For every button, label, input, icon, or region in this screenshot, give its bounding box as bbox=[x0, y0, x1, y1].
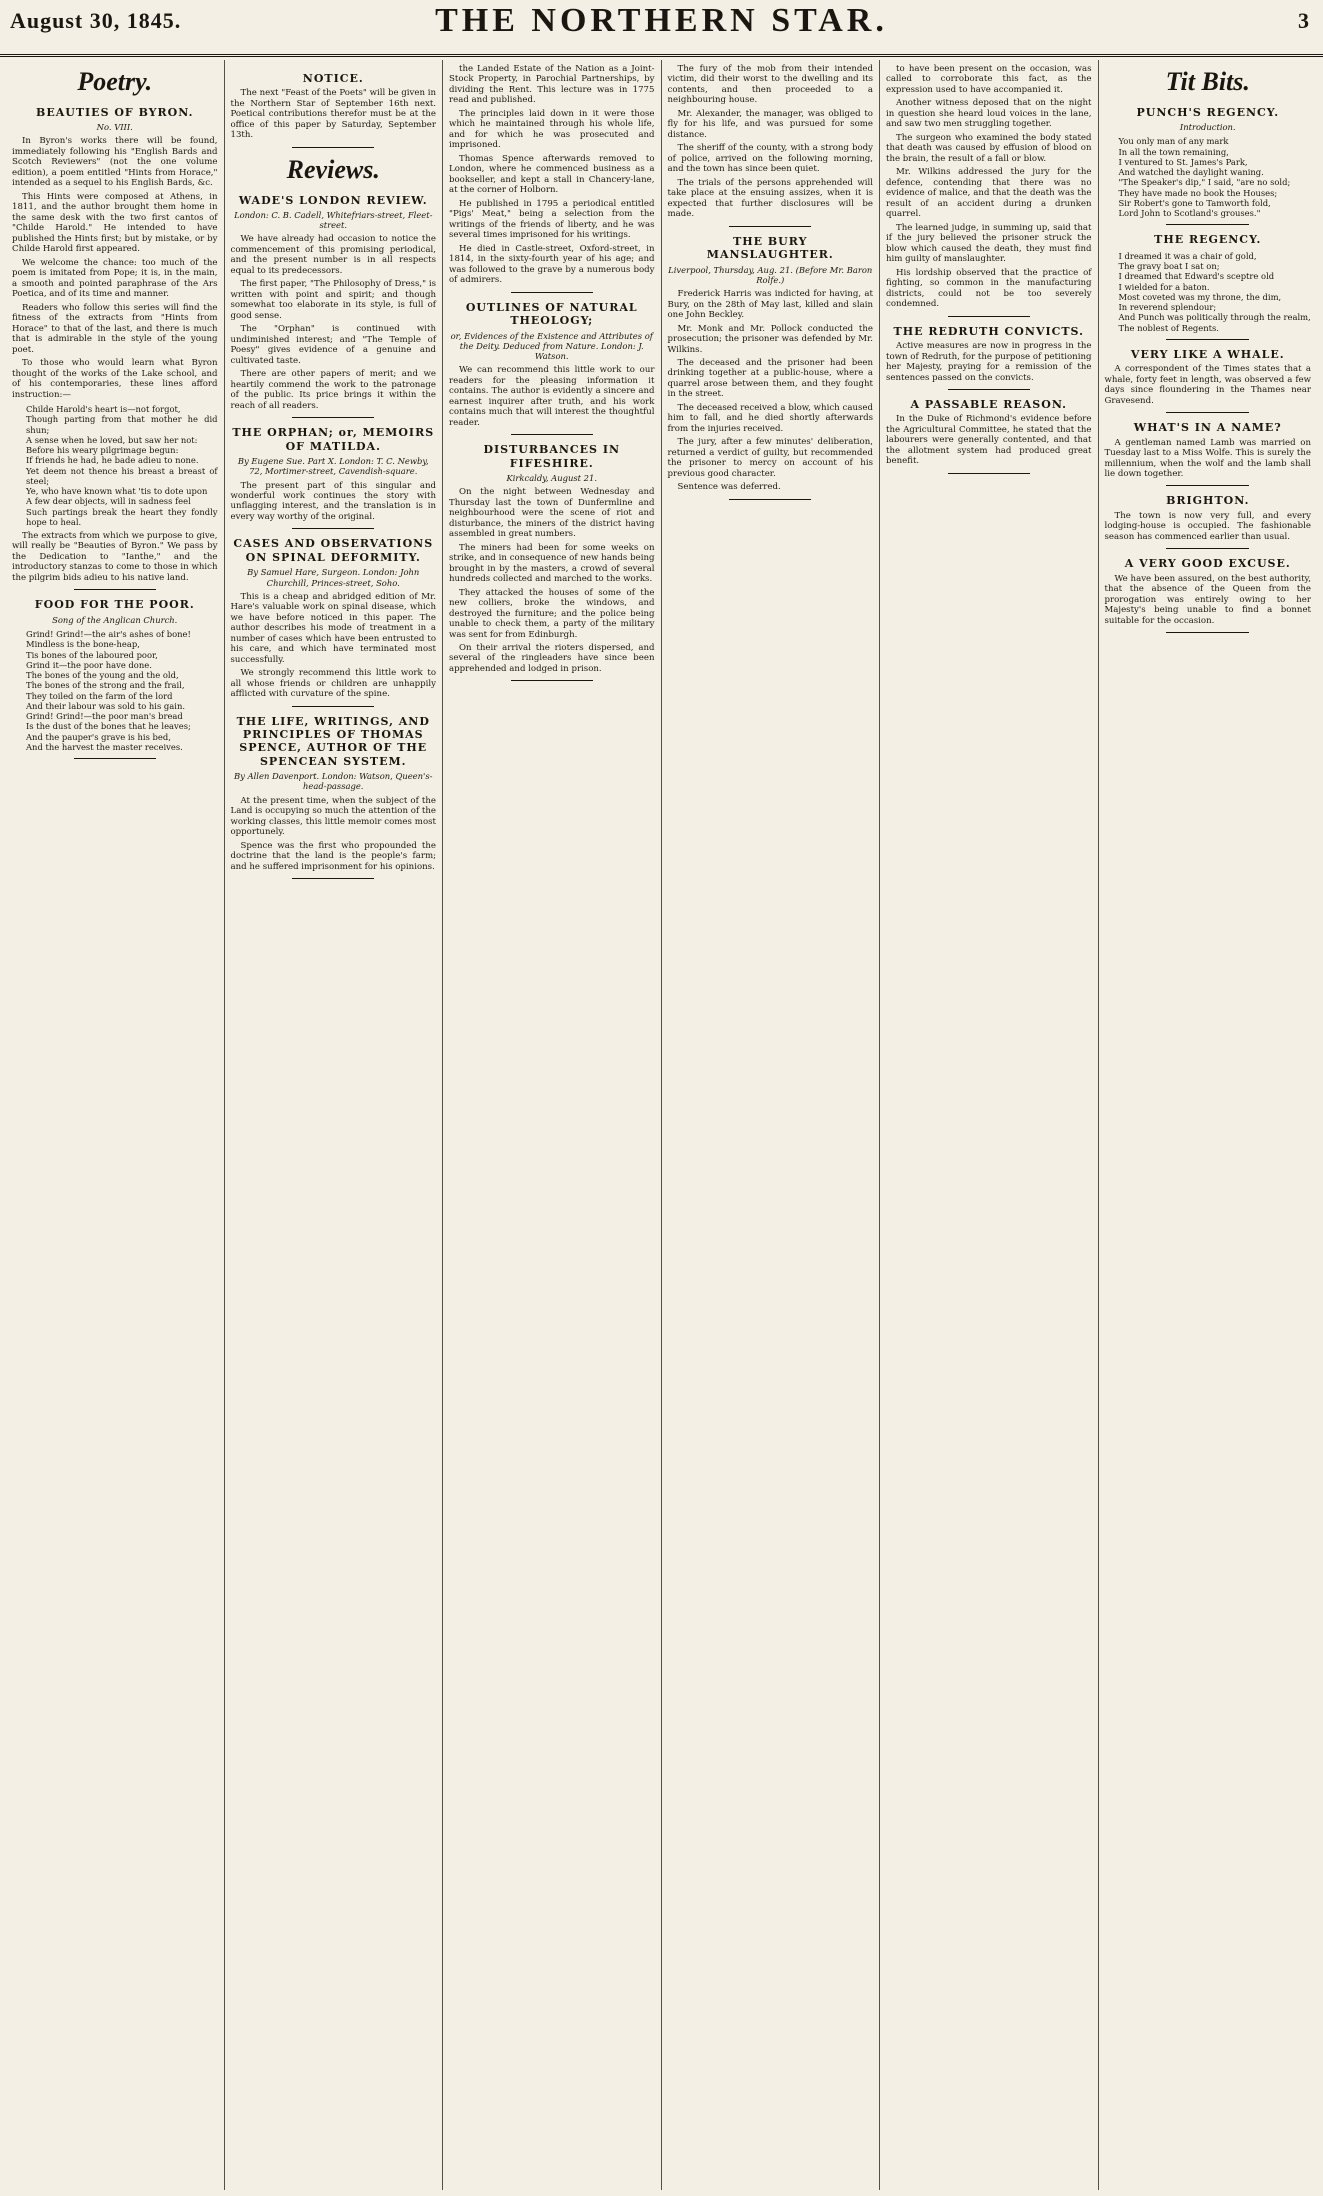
paragraph: Spence was the first who propounded the doctrine that the land is the people's farm; and he suffered imprisonment for his opinions. bbox=[230, 840, 436, 872]
poem-line: Mindless is the bone-heap, bbox=[26, 639, 140, 650]
article bbox=[886, 64, 1092, 310]
paragraph: A gentleman named Lamb was married on Tuesday last to a Miss Wolfe. This is surely the millennium, when the wolf and the lamb shall lie down together. bbox=[1104, 437, 1311, 479]
article-title: VERY LIKE A WHALE. bbox=[1130, 347, 1285, 361]
poem-line: Lord John to Scotland's grouses." bbox=[1118, 208, 1261, 219]
poem-line: Grind! Grind!—the poor man's bread bbox=[26, 711, 183, 722]
divider-rule bbox=[74, 758, 156, 759]
article-title: CASES AND OBSERVATIONS ON SPINAL DEFORMITY. bbox=[233, 537, 434, 564]
paragraph: On the night between Wednesday and Thursday last the town of Dunfermline and neighbourhood were the scene of riot and disturbance, the miners of the district having assembled in great numbers. bbox=[449, 487, 655, 540]
paragraph: The miners had been for some weeks on strike, and in consequence of new hands being brought in by the masters, a crowd of several hundreds collected and marched to the works. bbox=[449, 542, 655, 585]
paragraph: He died in Castle-street, Oxford-street, in 1814, in the sixty-fourth year of his age; and was followed to the grave by a numerous body of admirers. bbox=[449, 243, 655, 286]
divider-rule bbox=[1166, 485, 1249, 486]
poem-line: Childe Harold's heart is—not forgot, bbox=[26, 404, 181, 414]
paragraph: At the present time, when the subject of the Land is occupying so much the attention of the working classes, this little memoir comes most opportunely. bbox=[230, 795, 436, 838]
paragraph: The present part of this singular and wonderful work continues the story with unflagging interest, and the translation is in every way worthy of the original. bbox=[230, 480, 436, 522]
paragraph: This Hints were composed at Athens, in 1811, and the author brought them home in the same desk with the two first cantos of "Childe Harold." He intended to have published the Hints first; but by mistake, or by Childe Harold first appeared. bbox=[12, 191, 218, 255]
column-6 bbox=[1099, 60, 1318, 2190]
divider-rule bbox=[729, 499, 811, 500]
article bbox=[12, 106, 218, 584]
article-title: PUNCH'S REGENCY. bbox=[1136, 105, 1280, 119]
paragraph: This is a cheap and abridged edition of Mr. Hare's valuable work on spinal disease, which we have before noticed in this paper. The author describes his mode of treatment in a number of cases which have been entrusted to his care, and which have terminated most successfully. bbox=[230, 591, 436, 665]
divider-rule bbox=[511, 292, 593, 293]
paragraph: Active measures are now in progress in the town of Redruth, for the purpose of petitioning her Majesty, praying for a remission of the sentences passed on the convicts. bbox=[886, 341, 1092, 383]
poem-line: Grind! Grind!—the air's ashes of bone! bbox=[26, 629, 191, 640]
paragraph: Frederick Harris was indicted for having, at Bury, on the 28th of May last, killed and slain one John Beckley. bbox=[667, 289, 873, 321]
article-title: THE LIFE, WRITINGS, AND PRINCIPLES OF THOMAS SPENCE, AUTHOR OF THE SPENCEAN SYSTEM. bbox=[236, 714, 430, 768]
poem-line: Grind it—the poor have done. bbox=[26, 659, 152, 670]
divider-rule bbox=[74, 589, 156, 590]
poem-line: They have made no book the Houses; bbox=[1118, 187, 1278, 198]
poem-stanza bbox=[26, 629, 218, 752]
page-number: 3 bbox=[1298, 8, 1309, 33]
poem-line: And watched the daylight waning. bbox=[1118, 167, 1264, 178]
article bbox=[668, 235, 874, 493]
paper-title: THE NORTHERN STAR. bbox=[435, 2, 888, 39]
poem-line: A sense when he loved, but saw her not: bbox=[26, 434, 198, 445]
paragraph: There are other papers of merit; and we heartily commend the work to the patronage of the public. Its price brings it within the reach of all readers. bbox=[230, 369, 436, 411]
paragraph: We have already had occasion to notice the commencement of this promising periodical, and the present number is in all respects equal to its predecessors. bbox=[230, 234, 436, 276]
article bbox=[1105, 421, 1312, 479]
column-container bbox=[6, 60, 1317, 2190]
paragraph: In Byron's works there will be found, immediately following his "English Bards and Scotch Reviewers" (not the one volume edition), a poem entitled "Hints from Horace," intended as a sequel to his English Bards, &c. bbox=[12, 136, 218, 189]
column-4 bbox=[662, 60, 881, 2190]
article bbox=[886, 325, 1092, 383]
divider-rule bbox=[292, 147, 374, 148]
paragraph: Sentence was deferred. bbox=[677, 482, 781, 493]
paragraph: The first paper, "The Philosophy of Dress," is written with point and spirit; and though somewhat too elaborate in its style, is full of good sense. bbox=[230, 279, 436, 321]
poem-line: Most coveted was my throne, the dim, bbox=[1118, 291, 1282, 302]
poem-line: Though parting from that mother he did shun; bbox=[26, 414, 218, 435]
paragraph: They attacked the houses of some of the new colliers, broke the windows, and destroyed the furniture; and the police being unable to check them, a party of the military was sent for from Edinburgh. bbox=[449, 587, 655, 640]
article bbox=[1105, 494, 1312, 542]
article bbox=[231, 72, 437, 141]
paragraph: Thomas Spence afterwards removed to London, where he commenced business as a bookseller, and kept a stall in Chancery-lane, at the corner of Holborn. bbox=[449, 153, 655, 196]
poem-line: Is the dust of the bones that he leaves; bbox=[26, 721, 191, 732]
masthead bbox=[0, 0, 1323, 57]
paragraph: Mr. Monk and Mr. Pollock conducted the prosecution; the prisoner was defended by Mr. Wilkins. bbox=[667, 323, 873, 355]
divider-rule bbox=[1166, 339, 1249, 340]
article-subtitle: By Eugene Sue. Part X. London: T. C. Newby, 72, Mortimer-street, Cavendish-square. bbox=[237, 456, 429, 477]
article-subtitle: London: C. B. Cadell, Whitefriars-street, Fleet-street. bbox=[234, 209, 433, 231]
paragraph: The fury of the mob from their intended victim, did their worst to the dwelling and its contents, and then proceeded to a neighbouring house. bbox=[667, 64, 873, 106]
paragraph: His lordship observed that the practice of fighting, so common in the manufacturing districts, could not be too severely condemned. bbox=[886, 267, 1092, 310]
article bbox=[668, 64, 874, 220]
section-title: Reviews. bbox=[286, 154, 380, 184]
article bbox=[886, 398, 1092, 467]
article-title: THE BURY MANSLAUGHTER. bbox=[706, 234, 834, 262]
paragraph: The jury, after a few minutes' deliberation, returned a verdict of guilty, but recommended the prisoner to mercy on account of his previous good character. bbox=[667, 437, 873, 479]
paragraph: We can recommend this little work to our readers for the pleasing information it contains. The author is evidently a sincere and earnest inquirer after truth, and his work contains much that will interest the thoughtful reader. bbox=[449, 365, 655, 428]
divider-rule bbox=[1166, 224, 1249, 225]
article bbox=[231, 715, 437, 873]
article-title: THE REDRUTH CONVICTS. bbox=[893, 324, 1084, 338]
article-title: WHAT'S IN A NAME? bbox=[1133, 421, 1282, 435]
paragraph: The next "Feast of the Poets" will be given in the Northern Star of September 16th next. Poetical contributions therefor must be at the office of this paper by Saturday, September 13th. bbox=[230, 88, 437, 141]
article bbox=[1105, 106, 1312, 219]
divider-rule bbox=[948, 473, 1030, 474]
divider-rule bbox=[292, 706, 374, 707]
article bbox=[231, 426, 437, 522]
article-subtitle: or, Evidences of the Existence and Attributes of the Deity. Deduced from Nature. London: J. Watson. bbox=[450, 330, 653, 361]
poem-line: You only man of any mark bbox=[1118, 136, 1229, 147]
divider-rule bbox=[292, 528, 374, 529]
paragraph: The learned judge, in summing up, said that if the jury believed the prisoner struck the blow which caused the death, they must find him guilty of manslaughter. bbox=[886, 222, 1092, 265]
article-title: NOTICE. bbox=[302, 72, 364, 85]
article-subtitle: Liverpool, Thursday, Aug. 21. (Before Mr. Baron Rolfe.) bbox=[668, 264, 873, 285]
poem-stanza bbox=[1119, 136, 1312, 218]
paragraph: He published in 1795 a periodical entitled "Pigs' Meat," being a selection from the writings of the friends of liberty, and he was several times imprisoned for his writings. bbox=[449, 198, 655, 241]
paragraph: The principles laid down in it were those which he maintained through his whole life, and for which he was prosecuted and imprisoned. bbox=[449, 108, 655, 151]
article bbox=[449, 64, 655, 286]
poem-line: A few dear objects, will in sadness feel bbox=[26, 496, 191, 507]
article-title: DISTURBANCES IN FIFESHIRE. bbox=[483, 443, 621, 470]
article-title: FOOD FOR THE POOR. bbox=[34, 598, 195, 612]
paragraph: The sheriff of the county, with a strong body of police, arrived on the following morning, and the town has since been quiet. bbox=[667, 143, 873, 175]
poem-line: The noblest of Regents. bbox=[1118, 322, 1219, 333]
article-title: BRIGHTON. bbox=[1166, 494, 1250, 508]
article-title: A PASSABLE REASON. bbox=[910, 398, 1068, 411]
column-5 bbox=[880, 60, 1099, 2190]
poem-line: I wielded for a baton. bbox=[1118, 281, 1210, 292]
poem-line: If friends he had, he bade adieu to none. bbox=[26, 455, 199, 466]
article-title: OUTLINES OF NATURAL THEOLOGY; bbox=[465, 300, 638, 328]
section-title: Tit Bits. bbox=[1165, 67, 1250, 96]
poem-line: Such partings break the heart they fondly hope to heal. bbox=[26, 506, 218, 527]
article-subtitle: By Allen Davenport. London: Watson, Queen's-head-passage. bbox=[234, 771, 433, 792]
poem-line: And their labour was sold to his gain. bbox=[26, 700, 186, 711]
paragraph: In the Duke of Richmond's evidence before the Agricultural Committee, he stated that the labourers were generally contented, and that the allotment system had produced great benefit. bbox=[886, 414, 1092, 467]
poem-line: I ventured to St. James's Park, bbox=[1118, 156, 1248, 167]
poem-line: I dreamed it was a chair of gold, bbox=[1118, 250, 1257, 261]
poem-line: And the pauper's grave is his bed, bbox=[26, 731, 171, 742]
column-2 bbox=[225, 60, 444, 2190]
divider-rule bbox=[1166, 632, 1249, 633]
poem-stanza bbox=[26, 404, 218, 527]
column-1 bbox=[6, 60, 225, 2190]
article-title: THE REGENCY. bbox=[1154, 233, 1262, 247]
article-subtitle: No. VIII. bbox=[96, 122, 133, 133]
paragraph: The deceased received a blow, which caused him to fall, and he died shortly afterwards from the injuries received. bbox=[667, 402, 873, 434]
article bbox=[12, 598, 218, 752]
paragraph: On their arrival the rioters dispersed, and several of the ringleaders have since been apprehended and lodged in prison. bbox=[449, 643, 655, 674]
poem-line: And the harvest the master receives. bbox=[26, 741, 183, 752]
poem-line: And Punch was politically through the realm, bbox=[1118, 312, 1311, 323]
article bbox=[449, 301, 655, 428]
paragraph: The trials of the persons apprehended will take place at the ensuing assizes, when it is expected that further disclosures will be made. bbox=[667, 177, 873, 220]
issue-date: August 30, 1845. bbox=[10, 8, 182, 33]
poem-line: Yet deem not thence his breast a breast of steel; bbox=[26, 465, 218, 486]
poem-line: I dreamed that Edward's sceptre old bbox=[1118, 271, 1275, 282]
article-title: BEAUTIES OF BYRON. bbox=[36, 105, 194, 119]
paragraph: We strongly recommend this little work to all whose friends or children are unhappily afflicted with curvature of the spine. bbox=[230, 668, 436, 700]
poem-line: Sir Robert's gone to Tamworth fold, bbox=[1118, 197, 1271, 208]
article-title: A VERY GOOD EXCUSE. bbox=[1124, 557, 1291, 571]
paragraph: We have been assured, on the best authority, that the absence of the Queen from the prorogation was entirely owing to her Majesty's being unable to find a bonnet suitable for the occasion. bbox=[1104, 573, 1311, 626]
article-subtitle: Introduction. bbox=[1179, 122, 1236, 133]
paragraph: A correspondent of the Times states that a whale, forty feet in length, was observed a few days since floundering in the Thames near Gravesend. bbox=[1104, 364, 1311, 406]
divider-rule bbox=[729, 226, 811, 227]
paragraph: The "Orphan" is continued with undiminished interest; and "The Temple of Poesy" gives evidence of a genuine and cultivated taste. bbox=[230, 324, 436, 366]
article-subtitle: Song of the Anglican Church. bbox=[52, 614, 178, 625]
poem-line: Tis bones of the laboured poor, bbox=[26, 649, 158, 660]
poem-stanza bbox=[1119, 251, 1312, 333]
poem-line: They toiled on the farm of the lord bbox=[26, 690, 173, 701]
divider-rule bbox=[948, 316, 1030, 317]
poem-line: The bones of the strong and the frail, bbox=[26, 680, 185, 691]
article-title: THE ORPHAN; or, MEMOIRS OF MATILDA. bbox=[232, 426, 435, 453]
divider-rule bbox=[511, 434, 593, 435]
paragraph: Mr. Wilkins addressed the jury for the defence, contending that there was no evidence of malice, and that the death was the result of an accident during a drunken quarrel. bbox=[886, 167, 1092, 220]
paragraph: The town is now very full, and every lodging-house is occupied. The fashionable season has commenced earlier than usual. bbox=[1104, 510, 1311, 542]
article bbox=[1105, 348, 1312, 406]
divider-rule bbox=[1166, 548, 1249, 549]
divider-rule bbox=[292, 417, 374, 418]
paragraph: Another witness deposed that on the night in question she heard loud voices in the lane, and saw two men struggling together. bbox=[886, 98, 1092, 130]
paragraph: The surgeon who examined the body stated that death was caused by effusion of blood on the brain, the result of a fall or blow. bbox=[886, 132, 1092, 164]
paragraph: Readers who follow this series will find the fitness of the extracts from "Hints from Horace" to that of the last, and there is much that is admirable in the style of the young poet. bbox=[12, 302, 218, 355]
paragraph: We welcome the chance: too much of the poem is imitated from Pope; it is, in the main, a smooth and pointed paraphrase of the Ars Poetica, and of its time and manner. bbox=[12, 257, 218, 300]
paragraph: To those who would learn what Byron thought of the works of the Lake school, and of his contemporaries, these lines afford instruction:— bbox=[12, 358, 218, 400]
poem-line: In reverend splendour; bbox=[1118, 302, 1217, 313]
paragraph: the Landed Estate of the Nation as a Joint-Stock Property, in Parochial Partnerships, by dividing the Rent. This lecture was in 1775 read and published. bbox=[449, 64, 655, 106]
paragraph: Mr. Alexander, the manager, was obliged to fly for his life, and was pursued for some distance. bbox=[667, 108, 873, 140]
poem-line: In all the town remaining, bbox=[1118, 146, 1229, 157]
paragraph: The extracts from which we purpose to give, will really be "Beauties of Byron." We pass by the Dedication to "Ianthe," and the introductory stanzas to come to those in which the pilgrim bids adieu to his native land. bbox=[12, 531, 218, 583]
article bbox=[1105, 233, 1312, 332]
divider-rule bbox=[1166, 412, 1249, 413]
section-title: Poetry. bbox=[77, 67, 153, 96]
article bbox=[231, 154, 437, 411]
paragraph: to have been present on the occasion, was called to corroborate this fact, as the expression used to have accompanied it. bbox=[886, 64, 1092, 95]
article bbox=[449, 443, 655, 674]
poem-line: The gravy boat I sat on; bbox=[1118, 261, 1220, 272]
poem-line: "The Speaker's dip," I said, "are no sold; bbox=[1118, 177, 1291, 188]
divider-rule bbox=[511, 680, 593, 681]
column-3 bbox=[443, 60, 662, 2190]
poem-line: Before his weary pilgrimage begun: bbox=[26, 445, 179, 455]
article-subtitle: Kirkcaldy, August 21. bbox=[506, 472, 598, 483]
divider-rule bbox=[292, 878, 374, 879]
poem-line: Ye, who have known what 'tis to dote upon bbox=[26, 486, 208, 496]
article-subtitle: By Samuel Hare, Surgeon. London: John Churchill, Princes-street, Soho. bbox=[247, 567, 420, 588]
poem-line: The bones of the young and the old, bbox=[26, 670, 179, 681]
divider-rule bbox=[948, 389, 1030, 390]
article-title: WADE'S LONDON REVIEW. bbox=[238, 193, 428, 207]
article bbox=[231, 537, 437, 699]
article bbox=[1105, 557, 1312, 626]
paragraph: The deceased and the prisoner had been drinking together at a public-house, where a quarrel arose between them, and they fought in the street. bbox=[667, 358, 873, 400]
